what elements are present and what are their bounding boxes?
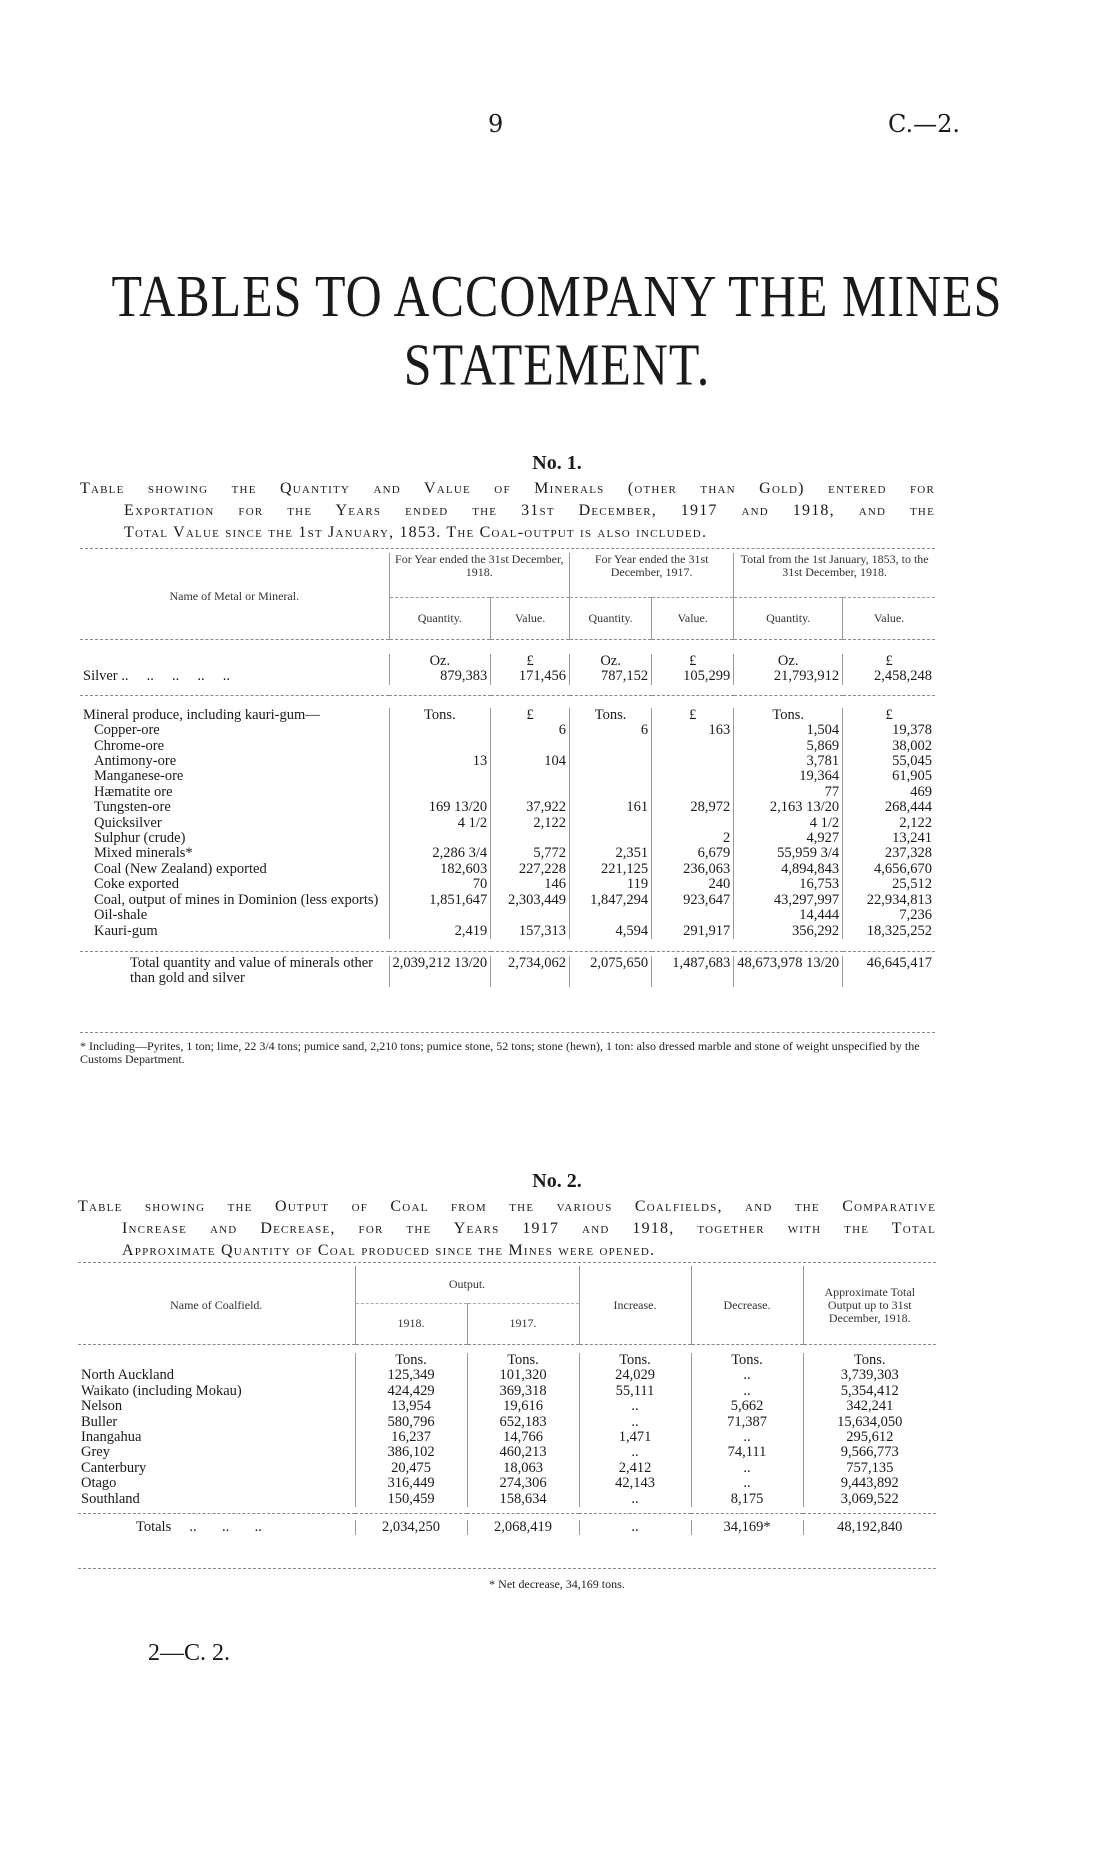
row-label: Quicksilver [80, 816, 389, 831]
unit-label: Tons. [389, 708, 491, 723]
table1-quantity-header: Quantity. [570, 598, 652, 640]
cell-value: 2,286 3/4 [389, 846, 491, 861]
cell-value: 1,847,294 [570, 893, 652, 908]
table-row [80, 877, 935, 892]
cell-value: 787,152 [570, 669, 652, 684]
document-reference: C.—2. [888, 110, 961, 138]
cell-value: 295,612 [846, 1429, 894, 1446]
row-label: Tungsten-ore [80, 800, 389, 815]
unit-label: Tons. [467, 1353, 579, 1368]
cell-value [491, 908, 570, 923]
cell-value: 38,002 [892, 737, 932, 754]
table2-number: No. 2. [532, 1170, 582, 1192]
cell-value: 2,412 [579, 1461, 691, 1476]
table-row [78, 1384, 936, 1399]
cell-value: 227,228 [491, 862, 570, 877]
row-label: Coal (New Zealand) exported [80, 862, 389, 877]
unit-label: Tons. [853, 1352, 886, 1368]
table-row [78, 1461, 936, 1476]
table-row [80, 816, 935, 831]
table1-caption-line: Exportation for the Years ended the 31st December, 1917 and 1918, and the [124, 502, 935, 519]
cell-value: 171,456 [491, 669, 570, 684]
row-label: Totals .. .. .. [78, 1520, 355, 1535]
cell-value: 4,594 [570, 924, 652, 939]
cell-value: 5,869 [734, 739, 843, 754]
cell-value: 580,796 [355, 1415, 467, 1430]
cell-value: 169 13/20 [389, 800, 491, 815]
row-label: Grey [78, 1445, 355, 1460]
cell-value: .. [691, 1476, 803, 1491]
cell-value: 22,934,813 [866, 891, 932, 908]
table-row [80, 924, 935, 939]
page-number: 9 [488, 110, 504, 138]
cell-value: 236,063 [652, 862, 734, 877]
table1-caption-line: Table showing the Quantity and Value of Minerals (other than Gold) entered for [80, 480, 935, 497]
unit-label: Oz. [570, 654, 652, 669]
cell-value: 274,306 [467, 1476, 579, 1491]
cell-value: 19,364 [734, 769, 843, 784]
cell-value [652, 769, 734, 784]
cell-value: 42,143 [579, 1476, 691, 1491]
cell-value: 163 [652, 723, 734, 738]
row-label: North Auckland [78, 1368, 355, 1383]
table2-top-rule [78, 1262, 936, 1264]
unit-label: £ [885, 706, 893, 723]
cell-value: 2,122 [899, 814, 932, 831]
table2-1917-header: 1917. [467, 1303, 579, 1344]
cell-value: 48,673,978 13/20 [734, 956, 843, 987]
row-label: Silver .. .. .. .. .. [80, 669, 389, 684]
cell-value: .. [579, 1492, 691, 1507]
table-row [80, 831, 935, 846]
table2-bottom-rule [78, 1568, 936, 1570]
cell-value: 43,297,997 [734, 893, 843, 908]
table-row [80, 739, 935, 754]
table1-top-rule [80, 548, 935, 550]
table-row [78, 1430, 936, 1445]
cell-value: 369,318 [467, 1384, 579, 1399]
row-label: Sulphur (crude) [80, 831, 389, 846]
unit-label: Oz. [389, 654, 491, 669]
cell-value: 24,029 [579, 1368, 691, 1383]
cell-value: 2,034,250 [355, 1520, 467, 1535]
cell-value: .. [579, 1445, 691, 1460]
cell-value: 2,458,248 [874, 668, 932, 685]
cell-value: 14,766 [467, 1430, 579, 1445]
table-row [78, 1492, 936, 1507]
cell-value [652, 908, 734, 923]
cell-value: 19,616 [467, 1399, 579, 1414]
table-row [78, 1476, 936, 1491]
row-label: Total quantity and value of minerals other than gold and silver [80, 956, 389, 987]
cell-value: 74,111 [691, 1445, 803, 1460]
section-heading: Mineral produce, including kauri-gum— [80, 708, 389, 723]
cell-value: 157,313 [491, 924, 570, 939]
cell-value [570, 816, 652, 831]
cell-value: 9,566,773 [840, 1444, 899, 1461]
cell-value: 7,236 [899, 907, 932, 924]
cell-value: 424,429 [355, 1384, 467, 1399]
table2-footnote: * Net decrease, 34,169 tons. [489, 1577, 625, 1591]
cell-value: 20,475 [355, 1461, 467, 1476]
unit-label: Tons. [579, 1353, 691, 1368]
signature-mark: 2—C. 2. [148, 1640, 231, 1666]
row-label: Southland [78, 1492, 355, 1507]
cell-value: .. [691, 1384, 803, 1399]
cell-value [389, 831, 491, 846]
unit-label: Tons. [355, 1353, 467, 1368]
unit-label: £ [652, 708, 734, 723]
table2-caption-line: Table showing the Output of Coal from the various Coalfields, and the Comparative [78, 1198, 936, 1215]
cell-value: 8,175 [691, 1492, 803, 1507]
cell-value [570, 785, 652, 800]
cell-value: 2,163 13/20 [734, 800, 843, 815]
cell-value: 161 [570, 800, 652, 815]
cell-value: 16,237 [355, 1430, 467, 1445]
table1-value-header: Value. [873, 611, 905, 626]
table2-caption-line: Approximate Quantity of Coal produced since the Mines were opened. [122, 1242, 656, 1259]
cell-value [491, 785, 570, 800]
table1-value-header: Value. [652, 598, 734, 640]
table-row [80, 785, 935, 800]
row-label: Inangahua [78, 1430, 355, 1445]
cell-value: .. [691, 1368, 803, 1383]
table1-value-header: Value. [491, 598, 570, 640]
cell-value [652, 785, 734, 800]
table-row [80, 723, 935, 738]
cell-value: 2,068,419 [467, 1520, 579, 1535]
table-row [78, 1415, 936, 1430]
cell-value: 1,471 [579, 1430, 691, 1445]
table1-period3-header: Total from the 1st January, 1853, to the 31st December, 1918. [734, 553, 935, 598]
cell-value: 19,378 [892, 722, 932, 739]
cell-value: 18,325,252 [866, 922, 932, 939]
row-label: Hæmatite ore [80, 785, 389, 800]
cell-value: 240 [652, 877, 734, 892]
cell-value: 268,444 [884, 799, 932, 816]
cell-value [389, 769, 491, 784]
cell-value: 105,299 [652, 669, 734, 684]
cell-value: 25,512 [892, 876, 932, 893]
cell-value: 342,241 [846, 1398, 894, 1415]
unit-label: Tons. [691, 1353, 803, 1368]
cell-value [652, 754, 734, 769]
cell-value: 2,075,650 [570, 956, 652, 987]
table-row [80, 893, 935, 908]
table-row [78, 1368, 936, 1383]
row-label: Otago [78, 1476, 355, 1491]
cell-value [491, 831, 570, 846]
cell-value: 71,387 [691, 1415, 803, 1430]
cell-value: 4,656,670 [874, 860, 932, 877]
table2-caption [78, 1196, 936, 1262]
table-row [80, 669, 935, 684]
cell-value: 101,320 [467, 1368, 579, 1383]
row-label: Coal, output of mines in Dominion (less exports) [80, 893, 389, 908]
table-row [80, 800, 935, 815]
cell-value: 15,634,050 [837, 1413, 903, 1430]
row-label: Coke exported [80, 877, 389, 892]
row-label: Oil-shale [80, 908, 389, 923]
cell-value: 14,444 [734, 908, 843, 923]
cell-value: 460,213 [467, 1445, 579, 1460]
table-row [80, 908, 935, 923]
cell-value: 2,734,062 [491, 956, 570, 987]
cell-value: 70 [389, 877, 491, 892]
cell-value: 221,125 [570, 862, 652, 877]
cell-value: 77 [734, 785, 843, 800]
cell-value: 2,351 [570, 846, 652, 861]
table1-caption-line: Total Value since the 1st January, 1853. The Coal-output is also included. [124, 524, 708, 541]
table2-increase-header: Increase. [579, 1266, 691, 1345]
cell-value: 2,303,449 [491, 893, 570, 908]
cell-value: .. [579, 1520, 691, 1535]
cell-value [652, 816, 734, 831]
cell-value: 104 [491, 754, 570, 769]
cell-value: 13 [389, 754, 491, 769]
cell-value [570, 769, 652, 784]
cell-value: 5,662 [691, 1399, 803, 1414]
cell-value: 3,781 [734, 754, 843, 769]
cell-value: 21,793,912 [734, 669, 843, 684]
cell-value: 316,449 [355, 1476, 467, 1491]
table-row [80, 862, 935, 877]
row-label: Canterbury [78, 1461, 355, 1476]
cell-value: 146 [491, 877, 570, 892]
cell-value: 4 1/2 [389, 816, 491, 831]
cell-value: 469 [910, 783, 932, 800]
cell-value: 13,241 [892, 830, 932, 847]
cell-value [570, 831, 652, 846]
cell-value: 5,354,412 [840, 1382, 899, 1399]
cell-value: 1,504 [734, 723, 843, 738]
table2-caption-line: Increase and Decrease, for the Years 1917 and 1918, together with the Total [122, 1220, 936, 1237]
cell-value: 125,349 [355, 1368, 467, 1383]
table-row [80, 769, 935, 784]
table2-approx-header: Approximate Total Output up to 31st December, 1918. [824, 1284, 916, 1325]
cell-value [570, 908, 652, 923]
cell-value: 55,959 3/4 [734, 846, 843, 861]
cell-value [652, 739, 734, 754]
table1-caption [80, 478, 935, 544]
cell-value: 2,419 [389, 924, 491, 939]
unit-label: Oz. [734, 654, 843, 669]
table1-period2-header: For Year ended the 31st December, 1917. [570, 553, 734, 598]
table2-output-header: Output. [355, 1266, 579, 1303]
table2-1918-header: 1918. [355, 1303, 467, 1344]
cell-value [389, 723, 491, 738]
table-total-row [78, 1520, 936, 1535]
row-label: Kauri-gum [80, 924, 389, 939]
cell-value [570, 754, 652, 769]
table1-name-header: Name of Metal or Mineral. [80, 553, 389, 640]
unit-label: £ [491, 654, 570, 669]
row-label: Nelson [78, 1399, 355, 1414]
row-label: Chrome-ore [80, 739, 389, 754]
table-row [80, 754, 935, 769]
page-title: TABLES TO ACCOMPANY THE MINES STATEMENT. [111, 262, 1003, 398]
row-label: Copper-ore [80, 723, 389, 738]
cell-value [389, 908, 491, 923]
cell-value [491, 739, 570, 754]
cell-value: 182,603 [389, 862, 491, 877]
cell-value: .. [579, 1415, 691, 1430]
cell-value: 879,383 [389, 669, 491, 684]
cell-value: 6 [491, 723, 570, 738]
cell-value: 4,894,843 [734, 862, 843, 877]
cell-value: 386,102 [355, 1445, 467, 1460]
cell-value: 3,069,522 [840, 1490, 899, 1507]
cell-value: 2,122 [491, 816, 570, 831]
cell-value: .. [691, 1430, 803, 1445]
cell-value: 291,917 [652, 924, 734, 939]
row-label: Mixed minerals* [80, 846, 389, 861]
cell-value: 48,192,840 [837, 1519, 903, 1536]
table-total-row [80, 956, 935, 987]
cell-value: 37,922 [491, 800, 570, 815]
cell-value [389, 785, 491, 800]
cell-value: 16,753 [734, 877, 843, 892]
table2-decrease-header: Decrease. [691, 1266, 803, 1345]
cell-value: 652,183 [467, 1415, 579, 1430]
cell-value: 61,905 [892, 768, 932, 785]
cell-value: 18,063 [467, 1461, 579, 1476]
cell-value [491, 769, 570, 784]
cell-value: 2,039,212 13/20 [389, 956, 491, 987]
cell-value: 237,328 [884, 845, 932, 862]
cell-value: .. [691, 1461, 803, 1476]
row-label: Waikato (including Mokau) [78, 1384, 355, 1399]
cell-value [389, 739, 491, 754]
cell-value: 1,487,683 [652, 956, 734, 987]
cell-value: 9,443,892 [840, 1475, 899, 1492]
cell-value: 55,111 [579, 1384, 691, 1399]
table1-number: No. 1. [532, 452, 582, 474]
cell-value: 119 [570, 877, 652, 892]
row-label: Buller [78, 1415, 355, 1430]
cell-value: 55,045 [892, 753, 932, 770]
unit-label: Tons. [734, 708, 843, 723]
cell-value: 4,927 [734, 831, 843, 846]
cell-value: 150,459 [355, 1492, 467, 1507]
cell-value: 1,851,647 [389, 893, 491, 908]
table1-quantity-header: Quantity. [389, 598, 491, 640]
cell-value: 46,645,417 [866, 954, 932, 971]
unit-label: £ [885, 653, 893, 669]
cell-value: 6,679 [652, 846, 734, 861]
cell-value: 356,292 [734, 924, 843, 939]
unit-label: £ [491, 708, 570, 723]
cell-value: 28,972 [652, 800, 734, 815]
cell-value: 5,772 [491, 846, 570, 861]
row-label: Antimony-ore [80, 754, 389, 769]
cell-value: 923,647 [652, 893, 734, 908]
table1-quantity-header: Quantity. [734, 598, 843, 640]
cell-value: 3,739,303 [840, 1367, 899, 1384]
row-label: Manganese-ore [80, 769, 389, 784]
unit-label: £ [652, 654, 734, 669]
table-row [78, 1445, 936, 1460]
table-row [80, 846, 935, 861]
table2-name-header: Name of Coalfield. [78, 1266, 355, 1345]
table-row [78, 1399, 936, 1414]
cell-value: 757,135 [846, 1459, 894, 1476]
cell-value: 2 [652, 831, 734, 846]
cell-value [570, 739, 652, 754]
table2 [78, 1266, 936, 1535]
cell-value: 4 1/2 [734, 816, 843, 831]
cell-value: 34,169* [691, 1520, 803, 1535]
table1-period1-header: For Year ended the 31st December, 1918. [389, 553, 570, 598]
cell-value: 6 [570, 723, 652, 738]
cell-value: 13,954 [355, 1399, 467, 1414]
table1-footnote: * Including—Pyrites, 1 ton; lime, 22 3/4 tons; pumice sand, 2,210 tons; pumice stone, 52 tons; stone (hewn), 1 ton: also dressed marble and stone of weight unspecified by the Customs Department. [80, 1039, 920, 1066]
unit-label: Tons. [570, 708, 652, 723]
cell-value: 158,634 [467, 1492, 579, 1507]
table1 [80, 553, 935, 987]
cell-value: .. [579, 1399, 691, 1414]
table1-bottom-rule [80, 1032, 935, 1034]
